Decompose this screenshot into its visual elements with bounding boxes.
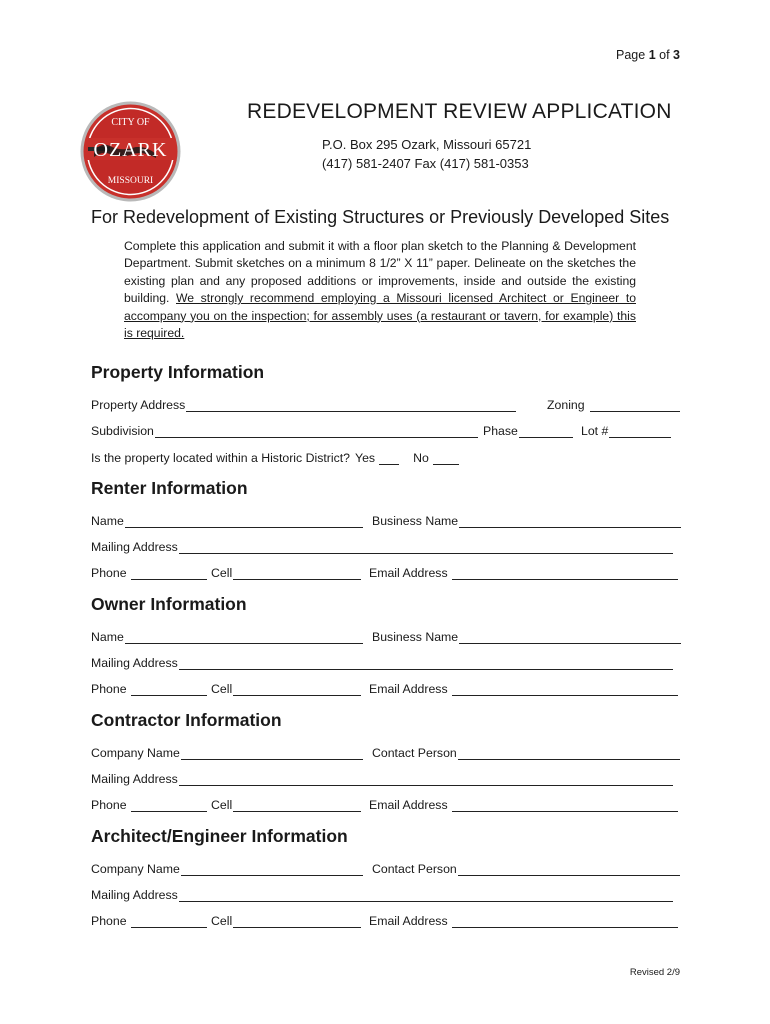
owner-mailing-label: Mailing Address xyxy=(91,656,178,670)
section-title-architect: Architect/Engineer Information xyxy=(91,826,348,846)
section-title-property: Property Information xyxy=(91,362,265,382)
contractor-cell-label: Cell xyxy=(211,798,233,812)
architect-company-label: Company Name xyxy=(91,862,180,876)
historic-no-input[interactable] xyxy=(433,453,459,465)
page-current: 1 xyxy=(648,48,656,62)
document-subtitle: For Redevelopment of Existing Structures or Previously Developed Sites xyxy=(91,207,670,227)
renter-phone-input[interactable] xyxy=(131,568,207,580)
architect-phone-label: Phone xyxy=(91,914,127,928)
architect-phone-field[interactable] xyxy=(91,914,207,928)
seal-text-middle: OZARK xyxy=(93,139,168,161)
page-of: of xyxy=(659,48,670,62)
zoning-field[interactable] xyxy=(547,398,680,412)
contractor-contact-field[interactable] xyxy=(372,746,680,760)
page-total: 3 xyxy=(673,48,680,62)
renter-mailing-label: Mailing Address xyxy=(91,540,178,554)
contractor-phone-field[interactable] xyxy=(91,798,207,812)
phase-field[interactable] xyxy=(483,424,573,438)
owner-name-label: Name xyxy=(91,630,124,644)
contractor-cell-input[interactable] xyxy=(233,800,361,812)
renter-mailing-input[interactable] xyxy=(179,542,673,554)
architect-contact-field[interactable] xyxy=(372,862,680,876)
city-of-ozark-seal xyxy=(80,101,181,202)
contractor-mailing-label: Mailing Address xyxy=(91,772,178,786)
architect-cell-label: Cell xyxy=(211,914,233,928)
owner-phone-label: Phone xyxy=(91,682,127,696)
renter-cell-input[interactable] xyxy=(233,568,361,580)
renter-email-label: Email Address xyxy=(369,566,448,580)
owner-phone-input[interactable] xyxy=(131,684,207,696)
renter-name-label: Name xyxy=(91,514,124,528)
property-address-label: Property Address xyxy=(91,398,186,412)
architect-cell-input[interactable] xyxy=(233,916,361,928)
architect-mailing-label: Mailing Address xyxy=(91,888,178,902)
phone-fax-line: (417) 581-2407 Fax (417) 581-0353 xyxy=(322,156,529,171)
renter-mailing-field[interactable] xyxy=(91,540,673,554)
owner-email-label: Email Address xyxy=(369,682,448,696)
architect-company-field[interactable] xyxy=(91,862,363,876)
property-address-input[interactable] xyxy=(186,400,516,412)
subdivision-field[interactable] xyxy=(91,424,478,438)
section-title-renter: Renter Information xyxy=(91,478,248,498)
instructions-recommendation: We strongly recommend employing a Missouri licensed Architect or Engineer to accompany you on the inspection; for assembly uses (a restaurant or tavern, for example) this is required. xyxy=(124,291,636,341)
owner-name-input[interactable] xyxy=(125,632,363,644)
phase-input[interactable] xyxy=(519,426,573,438)
architect-contact-input[interactable] xyxy=(458,864,680,876)
lot-input[interactable] xyxy=(609,426,671,438)
contractor-email-input[interactable] xyxy=(452,800,678,812)
renter-email-input[interactable] xyxy=(452,568,678,580)
subdivision-label: Subdivision xyxy=(91,424,154,438)
contractor-cell-field[interactable] xyxy=(211,798,361,812)
owner-business-input[interactable] xyxy=(459,632,681,644)
contractor-contact-input[interactable] xyxy=(458,748,680,760)
section-title-owner: Owner Information xyxy=(91,594,247,614)
renter-cell-field[interactable] xyxy=(211,566,361,580)
architect-phone-input[interactable] xyxy=(131,916,207,928)
architect-mailing-input[interactable] xyxy=(179,890,673,902)
owner-name-field[interactable] xyxy=(91,630,363,644)
contractor-phone-input[interactable] xyxy=(131,800,207,812)
owner-mailing-field[interactable] xyxy=(91,656,673,670)
contractor-contact-label: Contact Person xyxy=(372,746,457,760)
historic-yes-input[interactable] xyxy=(379,453,399,465)
page-label: Page xyxy=(616,48,646,62)
owner-cell-input[interactable] xyxy=(233,684,361,696)
lot-label: Lot # xyxy=(581,424,609,438)
renter-phone-label: Phone xyxy=(91,566,127,580)
renter-business-input[interactable] xyxy=(459,516,681,528)
historic-district-field xyxy=(91,451,459,465)
property-address-field[interactable] xyxy=(91,398,516,412)
architect-email-input[interactable] xyxy=(452,916,678,928)
architect-mailing-field[interactable] xyxy=(91,888,673,902)
zoning-label: Zoning xyxy=(547,398,585,412)
architect-email-label: Email Address xyxy=(369,914,448,928)
lot-field[interactable] xyxy=(581,424,671,438)
owner-phone-field[interactable] xyxy=(91,682,207,696)
contractor-phone-label: Phone xyxy=(91,798,127,812)
revision-note: Revised 2/9 xyxy=(629,967,680,978)
contractor-email-label: Email Address xyxy=(369,798,448,812)
mailing-address-line: P.O. Box 295 Ozark, Missouri 65721 xyxy=(322,137,532,152)
seal-text-top: CITY OF xyxy=(111,117,150,128)
instructions-text: Complete this application and submit it with a floor plan sketch to the Planning & Development Department. Submit sketches on a minimum 8 1/2” X 11” paper. Delineate on the sketches the existing plan and any proposed additions or improvements, inside and outside the existing building. xyxy=(124,239,636,306)
architect-contact-label: Contact Person xyxy=(372,862,457,876)
subdivision-input[interactable] xyxy=(155,426,478,438)
contractor-mailing-input[interactable] xyxy=(179,774,673,786)
historic-district-question: Is the property located within a Historic District? xyxy=(91,451,351,465)
contractor-company-input[interactable] xyxy=(181,748,363,760)
section-title-contractor: Contractor Information xyxy=(91,710,282,730)
historic-yes-label: Yes xyxy=(355,451,376,465)
renter-email-field[interactable] xyxy=(369,566,678,580)
instructions-paragraph xyxy=(124,238,636,342)
contractor-company-label: Company Name xyxy=(91,746,180,760)
document-title: REDEVELOPMENT REVIEW APPLICATION xyxy=(247,100,672,123)
seal-text-bottom: MISSOURI xyxy=(107,176,154,186)
renter-phone-field[interactable] xyxy=(91,566,207,580)
historic-no-label: No xyxy=(413,451,429,465)
renter-business-label: Business Name xyxy=(372,514,459,528)
owner-cell-field[interactable] xyxy=(211,682,361,696)
architect-company-input[interactable] xyxy=(181,864,363,876)
contractor-email-field[interactable] xyxy=(369,798,678,812)
architect-cell-field[interactable] xyxy=(211,914,361,928)
contractor-mailing-field[interactable] xyxy=(91,772,673,786)
renter-business-field[interactable] xyxy=(372,514,681,528)
owner-business-field[interactable] xyxy=(372,630,681,644)
zoning-input[interactable] xyxy=(590,400,680,412)
contractor-company-field[interactable] xyxy=(91,746,363,760)
renter-cell-label: Cell xyxy=(211,566,233,580)
owner-email-field[interactable] xyxy=(369,682,678,696)
phase-label: Phase xyxy=(483,424,518,438)
renter-name-field[interactable] xyxy=(91,514,363,528)
owner-cell-label: Cell xyxy=(211,682,233,696)
architect-email-field[interactable] xyxy=(369,914,678,928)
renter-name-input[interactable] xyxy=(125,516,363,528)
owner-email-input[interactable] xyxy=(452,684,678,696)
page-number xyxy=(616,48,680,62)
owner-mailing-input[interactable] xyxy=(179,658,673,670)
owner-business-label: Business Name xyxy=(372,630,459,644)
